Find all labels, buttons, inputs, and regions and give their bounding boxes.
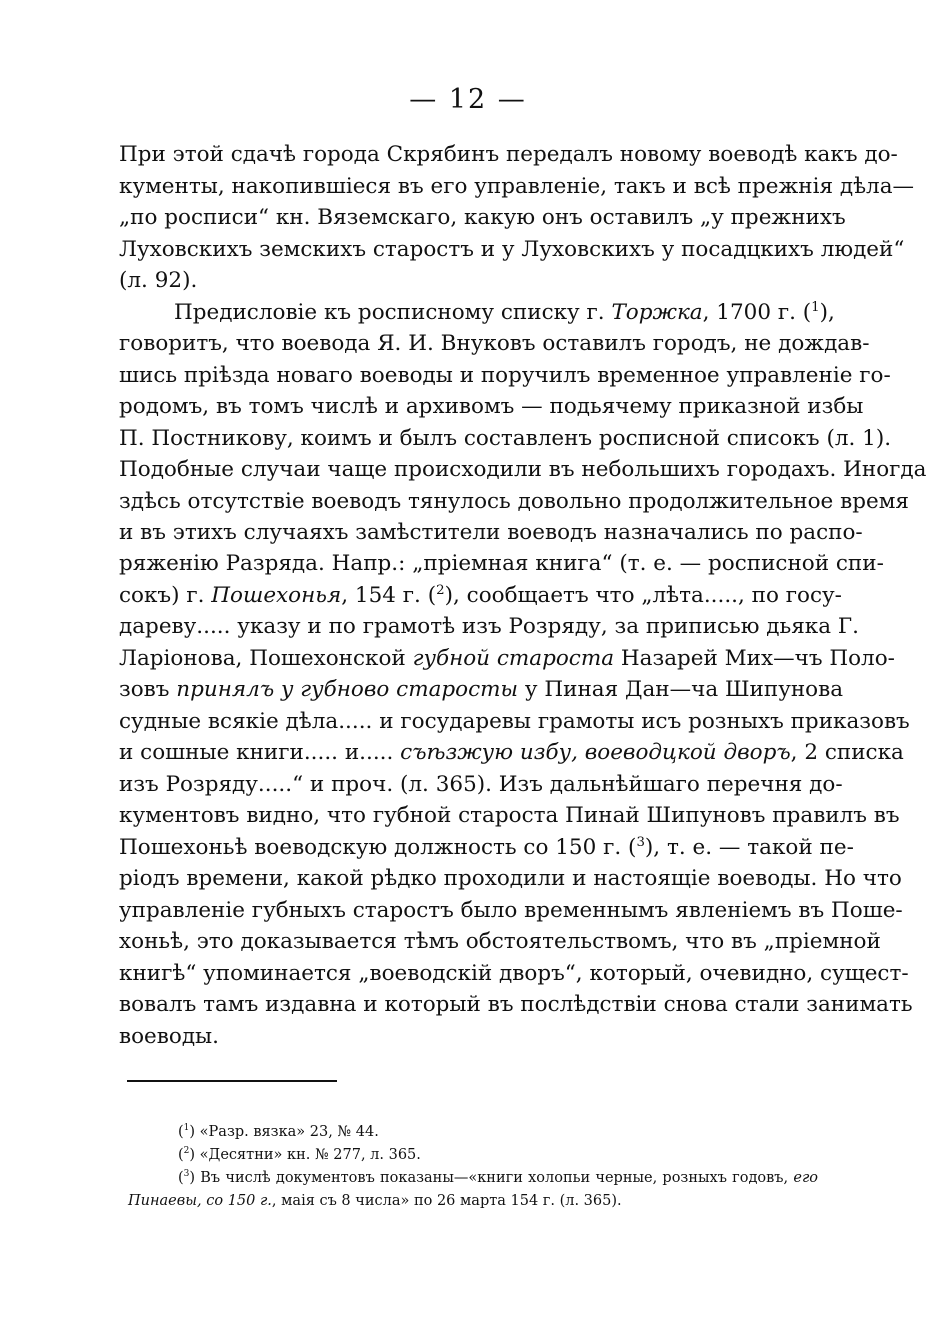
text-line: Луховскихъ земскихъ старостъ и у Луховскихъ у посадцкихъ людей“ bbox=[119, 237, 905, 262]
footnote-1: ($^1$) «Разр. вязка» 23, № 44. bbox=[178, 1123, 379, 1140]
text-line: родомъ, въ томъ числѣ и архивомъ — подьячему приказной избы bbox=[119, 394, 864, 419]
footnote-divider bbox=[127, 1080, 337, 1082]
text-line: зовъ принялъ у губново старосты у Пиная Дан—ча Шипунова bbox=[119, 677, 844, 702]
text-line: (л. 92). bbox=[119, 268, 198, 293]
text-line: книгѣ“ упоминается „воеводскій дворъ“, который, очевидно, сущест- bbox=[119, 961, 909, 986]
page-number: — 12 — bbox=[409, 84, 527, 115]
text-line: изъ Розряду.....“ и проч. (л. 365). Изъ дальнѣйшаго перечня до- bbox=[119, 772, 843, 797]
text-line: Подобные случаи чаще происходили въ небольшихъ городахъ. Иногда bbox=[119, 457, 927, 482]
text-line: Ларіонова, Пошехонской губной староста Назарей Мих—чъ Поло- bbox=[119, 646, 895, 671]
footnote-3-continued: Пинаевы, со 150 г., маія съ 8 числа» по 26 марта 154 г. (л. 365). bbox=[128, 1193, 622, 1209]
text-line: здѣсь отсутствіе воеводъ тянулось довольно продолжительное время bbox=[119, 489, 909, 514]
text-line: Пошехоньѣ воеводскую должность со 150 г. ($^3$), т. е. — такой пе- bbox=[119, 834, 854, 860]
text-line: кументы, накопившіеся въ его управленіе, такъ и всѣ прежнія дѣла— bbox=[119, 174, 915, 199]
text-line: и въ этихъ случаяхъ замѣстители воеводъ назначались по распо- bbox=[119, 520, 863, 545]
text-line: вовалъ тамъ издавна и который въ послѣдствіи снова стали занимать bbox=[119, 992, 913, 1017]
text-line: говоритъ, что воевода Я. И. Внуковъ оставилъ городъ, не дождав- bbox=[119, 331, 870, 356]
text-line: ріодъ времени, какой рѣдко проходили и настоящіе воеводы. Но что bbox=[119, 866, 902, 891]
footnote-2: ($^2$) «Десятни» кн. № 277, л. 365. bbox=[178, 1146, 421, 1163]
text-line: воеводы. bbox=[119, 1024, 220, 1049]
footnote-3: ($^3$) Въ числѣ документовъ показаны—«книги холопьи черные, розныхъ годовъ, его bbox=[178, 1169, 818, 1186]
text-line: П. Постникову, коимъ и былъ составленъ росписной списокъ (л. 1). bbox=[119, 426, 892, 451]
text-line: и сошные книги..... и..... съѣзжую избу, воеводцкой дворъ, 2 списка bbox=[119, 740, 904, 765]
text-line: дареву..... указу и по грамотѣ изъ Розряду, за приписью дьяка Г. bbox=[119, 614, 859, 639]
text-line: Предисловіе къ росписному списку г. Торжка, 1700 г. ($^1$), bbox=[174, 299, 835, 325]
text-line: управленіе губныхъ старостъ было временнымъ явленіемъ въ Поше- bbox=[119, 898, 903, 923]
text-line: шись пріѣзда новаго воеводы и поручилъ временное управленіе го- bbox=[119, 363, 891, 388]
text-line: ряженію Разряда. Напр.: „пріемная книга“ (т. е. — росписной спи- bbox=[119, 551, 884, 576]
text-line: При этой сдачѣ города Скрябинъ передалъ новому воеводѣ какъ до- bbox=[119, 142, 898, 167]
text-line: сокъ) г. Пошехонья, 154 г. ($^2$), сообщаетъ что „лѣта....., по госу- bbox=[119, 582, 842, 608]
text-line: судные всякіе дѣла..... и государевы грамоты исъ розныхъ приказовъ bbox=[119, 709, 910, 734]
text-line: кументовъ видно, что губной староста Пинай Шипуновъ правилъ въ bbox=[119, 803, 900, 828]
text-line: хоньѣ, это доказывается тѣмъ обстоятельствомъ, что въ „пріемной bbox=[119, 929, 881, 954]
text-line: „по росписи“ кн. Вяземскаго, какую онъ оставилъ „у прежнихъ bbox=[119, 205, 846, 230]
